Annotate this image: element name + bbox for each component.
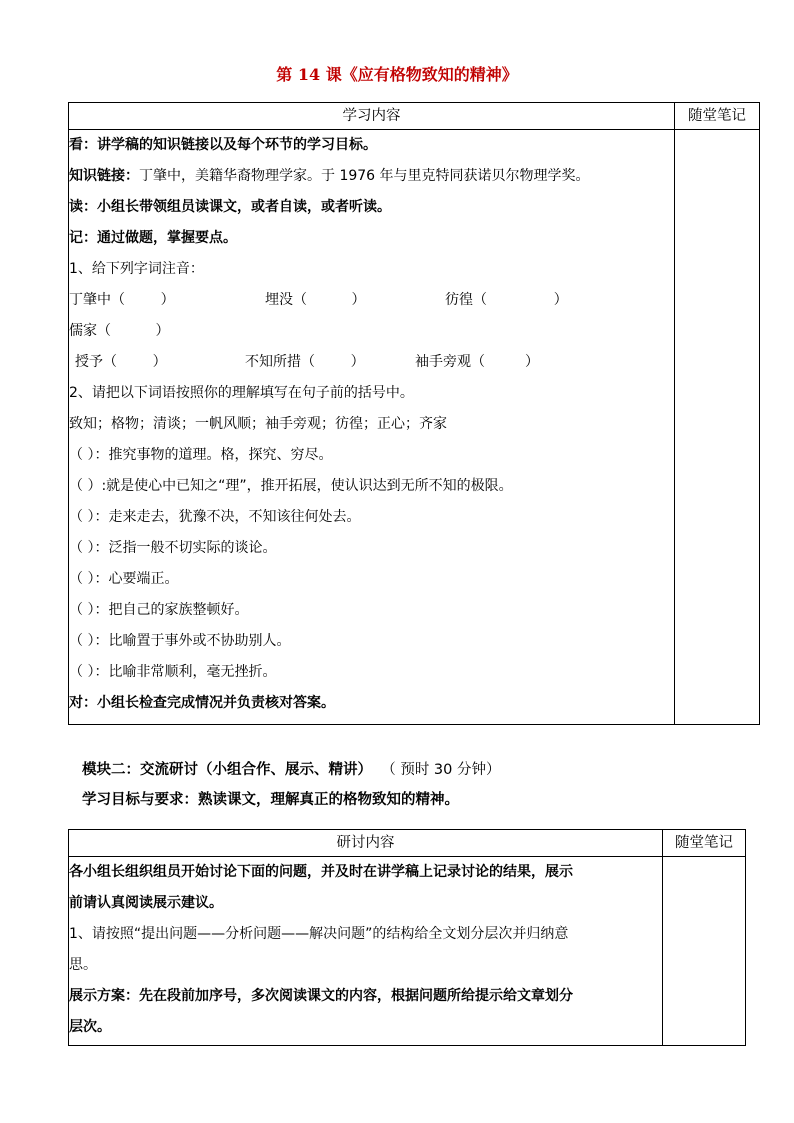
fill-blank: （ ）：推究事物的道理。格，探究、穷尽。 [69,447,333,463]
fill-blank: （ ）：把自己的家族整顿好。 [69,602,249,618]
module-two-time: （ 预时 30 分钟） [381,762,501,778]
pinyin-row [69,347,674,378]
study-content-cell [69,130,675,725]
fill-blank: （ ）:就是使心中已知之“理”，推开拓展，使认识达到无所不知的极限。 [69,478,513,494]
pinyin-item: 袖手旁观（ ） [415,354,540,370]
discussion-notes-header: 随堂笔记 [663,830,746,857]
read-instruction: 读：小组长带领组员读课文，或者自读，或者听读。 [69,199,391,215]
study-table [68,102,760,725]
knowledge-link [69,161,674,192]
notes-cell [675,130,760,725]
module-two-heading [82,758,501,782]
pinyin-item: 不知所措（ ） [245,354,365,370]
pinyin-item: 埋没（ ） [265,292,366,308]
look-instruction: 看：讲学稿的知识链接以及每个环节的学习目标。 [69,137,377,153]
word-list: 致知；格物；清谈；一帆风顺；袖手旁观；彷徨；正心；齐家 [69,416,447,432]
pinyin-item: 授予（ ） [75,354,167,370]
pinyin-row [69,285,674,316]
question-2: 2、请把以下词语按照你的理解填写在句子前的括号中。 [69,385,414,401]
page-title: 第 14 课《应有格物致知的精神》 [276,65,518,84]
display-plan-line: 展示方案：先在段前加序号，多次阅读课文的内容，根据问题所给提示给文章划分 [69,988,573,1004]
fill-blank: （ ）：比喻置于事外或不协助别人。 [69,633,291,649]
content-header: 学习内容 [69,103,675,130]
pinyin-row [69,316,674,347]
fill-blank: （ ）：比喻非常顺利，毫无挫折。 [69,664,277,680]
discussion-intro-line: 各小组长组织组员开始讨论下面的问题，并及时在讲学稿上记录讨论的结果，展示 [69,864,573,880]
module-two-title: 模块二：交流研讨（小组合作、展示、精讲） [82,762,372,778]
pinyin-item: 儒家（ ） [69,323,170,339]
discussion-header: 研讨内容 [69,830,663,857]
discussion-notes-cell [663,857,746,1046]
discussion-table [68,829,746,1046]
discussion-question-line: 思。 [69,957,97,973]
module-two-goal: 学习目标与要求：熟读课文，理解真正的格物致知的精神。 [82,792,459,808]
discussion-intro-line: 前请认真阅读展示建议。 [69,895,223,911]
display-plan-line: 层次。 [69,1019,111,1035]
remember-instruction: 记：通过做题，掌握要点。 [69,230,237,246]
knowledge-label: 知识链接： [69,168,139,184]
fill-blank: （ ）：心要端正。 [69,571,179,587]
notes-header: 随堂笔记 [675,103,760,130]
fill-blank: （ ）：走来走去，犹豫不决，不知该往何处去。 [69,509,361,525]
pinyin-item: 丁肇中（ ） [69,292,175,308]
fill-blank: （ ）：泛指一般不切实际的谈论。 [69,540,277,556]
discussion-content-cell [69,857,663,1046]
check-instruction: 对：小组长检查完成情况并负责核对答案。 [69,695,335,711]
question-1: 1、给下列字词注音： [69,261,204,277]
knowledge-text: 丁肇中，美籍华裔物理学家。于 1976 年与里克特同获诺贝尔物理学奖。 [139,168,590,184]
pinyin-item: 彷徨（ ） [445,292,568,308]
discussion-question-line: 1、请按照“提出问题——分析问题——解决问题”的结构给全文划分层次并归纳意 [69,926,569,942]
